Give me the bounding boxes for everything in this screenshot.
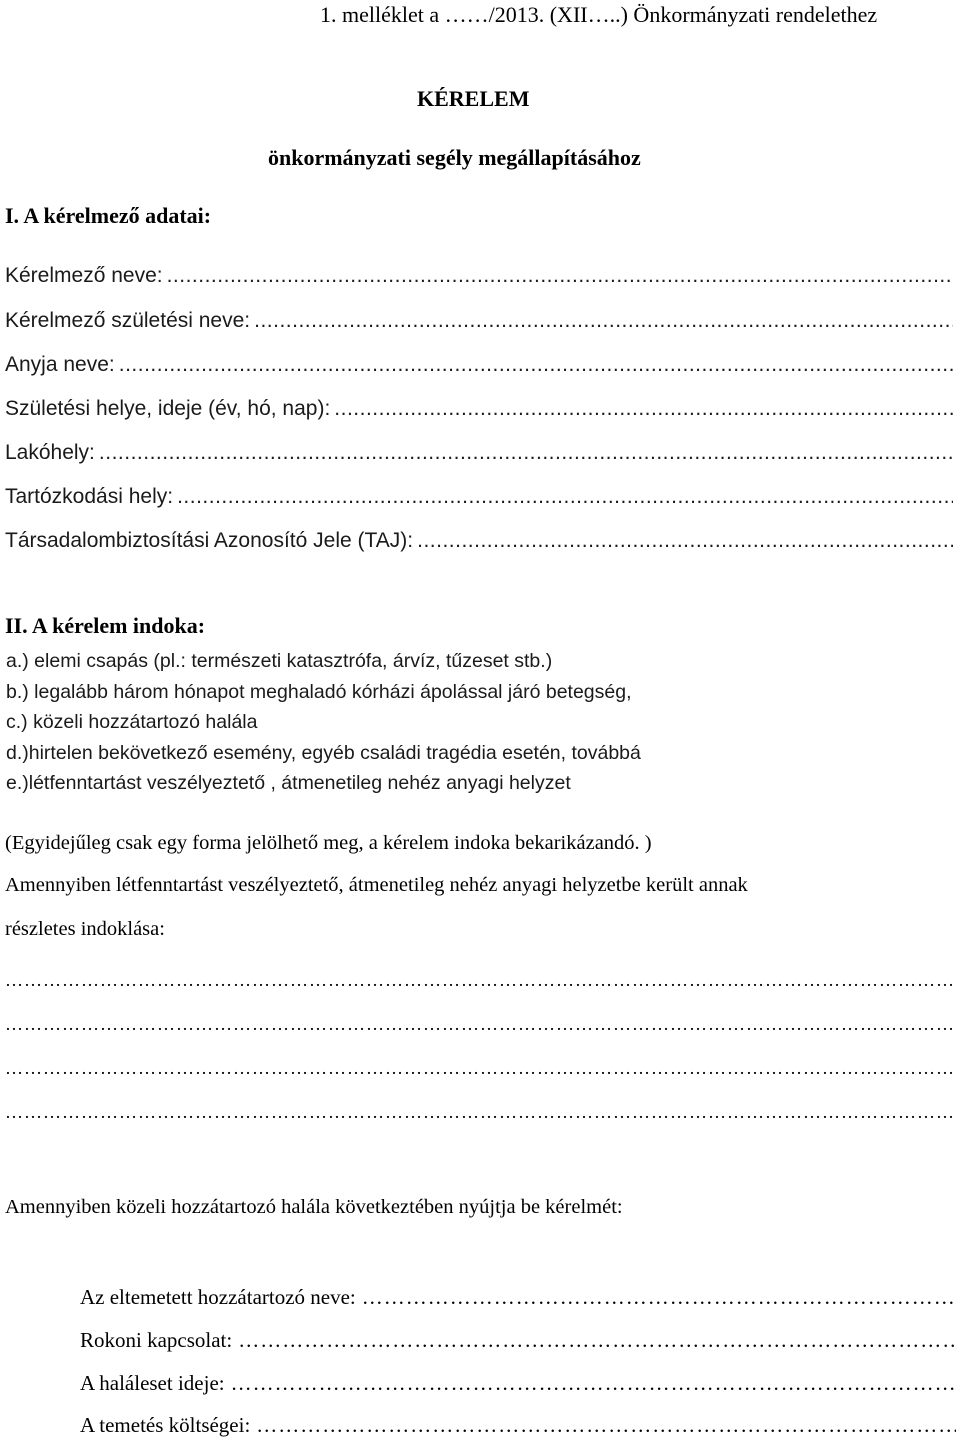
fill-line [334,397,953,421]
residence-field[interactable] [5,441,953,465]
field-label: Az eltemetett hozzátartozó neve: [80,1285,356,1309]
birth-place-date-field[interactable] [5,397,953,421]
reason-option-b[interactable]: b.) legalább három hónapot meghaladó kórházi ápolással járó betegség, [6,680,632,703]
section-applicant-heading: I. A kérelmező adatai: [5,203,212,228]
birth-name-field[interactable] [5,309,953,333]
justification-line-3[interactable] [5,1058,956,1078]
field-label: Rokoni kapcsolat: [80,1328,233,1352]
section-reason-heading: II. A kérelem indoka: [5,613,206,638]
selection-note: (Egyidejűleg csak egy forma jelölhető meg, a kérelem indoka bekarikázandó. ) [5,832,652,854]
justification-intro-line2: részletes indoklása: [5,918,165,940]
death-section-intro: Amennyiben közeli hozzátartozó halála következtében nyújtja be kérelmét: [5,1196,623,1218]
fill-line [231,1371,956,1396]
mother-name-field[interactable] [5,353,953,377]
fill-line [256,1413,956,1438]
header-note: 1. melléklet a ……/2013. (XII…..) Önkormányzati rendelethez [320,2,878,27]
justification-line-1[interactable] [5,970,956,990]
fill-line [177,485,953,509]
justification-intro-line1: Amennyiben létfenntartást veszélyeztető, átmenetileg nehéz anyagi helyzetbe került annak [5,874,748,896]
field-label: A temetés költségei: [80,1413,251,1437]
field-label: Kérelmező születési neve: [5,309,251,332]
document-title: KÉRELEM [417,86,530,111]
stay-place-field[interactable] [5,485,953,509]
reason-option-e[interactable]: e.)létfenntartást veszélyeztető , átmenetileg nehéz anyagi helyzet [6,772,571,794]
deceased-name-field[interactable] [80,1285,956,1310]
fill-line [167,264,953,288]
fill-line [254,309,953,333]
fill-line [99,441,953,465]
applicant-name-field[interactable] [5,264,953,288]
funeral-costs-field[interactable] [80,1413,956,1438]
taj-number-field[interactable] [5,529,953,553]
field-label: Társadalombiztosítási Azonosító Jele (TAJ): [5,529,414,552]
reason-option-d[interactable]: d.)hirtelen bekövetkező esemény, egyéb családi tragédia esetén, továbbá [6,741,641,764]
field-label: Anyja neve: [5,353,115,376]
field-label: Lakóhely: [5,441,95,464]
field-label: A haláleset ideje: [80,1371,225,1395]
fill-line [238,1328,956,1353]
justification-line-4[interactable] [5,1102,956,1122]
fill-line [362,1285,956,1310]
reason-options-list [6,646,641,799]
field-label: Születési helye, ideje (év, hó, nap): [5,397,331,420]
fill-line [417,529,953,553]
reason-option-c[interactable]: c.) közeli hozzátartozó halála [6,711,258,733]
field-label: Kérelmező neve: [5,264,163,287]
field-label: Tartózkodási hely: [5,485,174,508]
death-date-field[interactable] [80,1371,956,1396]
relationship-field[interactable] [80,1328,956,1353]
reason-option-a[interactable]: a.) elemi csapás (pl.: természeti katasztrófa, árvíz, tűzeset stb.) [6,650,553,672]
justification-line-2[interactable] [5,1014,956,1034]
fill-line [119,353,953,377]
document-subtitle: önkormányzati segély megállapításához [268,145,641,170]
